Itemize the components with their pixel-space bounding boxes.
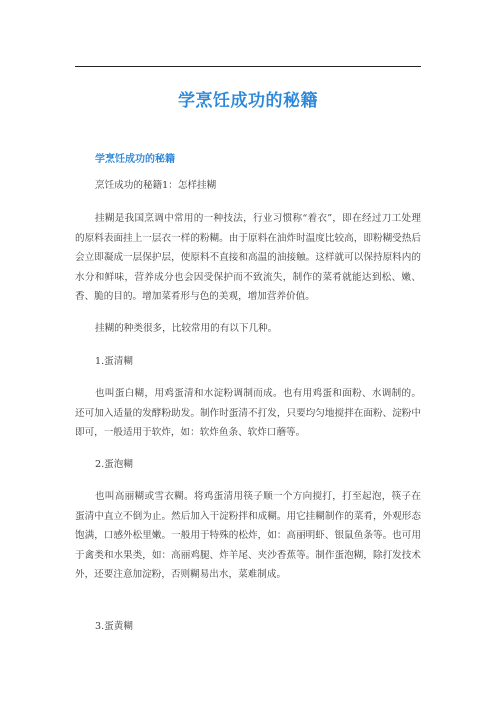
paragraph: 3.蛋黄糊	[95, 621, 133, 632]
paragraph: 挂糊的种类很多，比较常用的有以下几种。	[95, 323, 278, 334]
paragraph: 也叫蛋白糊，用鸡蛋清和水淀粉调制而成。也有用鸡蛋和面粉、水调制的。还可加入适量的发酵粉助发。制作时蛋清不打发，只要均匀地搅拌在面粉、淀粉中即可，一般适用于软炸，如：软炸鱼条、软炸口蘑等。	[75, 388, 421, 438]
paragraph: 挂糊是我国烹调中常用的一种技法，行业习惯称“着衣”，即在经过刀工处理的原料表面挂上一层衣一样的粉糊。由于原料在油炸时温度比较高，即粉糊受热后会立即凝成一层保护层，使原料不直接和高温的油接触。这样就可以保持原料内的水分和鲜味，营养成分也会因受保护而不致流失，制作的菜肴就能达到松、嫩、香、脆的目的。增加菜肴形与色的美观，增加营养价值。	[75, 213, 421, 302]
paragraph: 烹饪成功的秘籍1：怎样挂糊	[95, 180, 217, 191]
paragraph: 1.蛋清糊	[95, 356, 133, 367]
page-title: 学烹饪成功的秘籍	[178, 91, 318, 111]
header-rule	[75, 66, 421, 67]
paragraph: 2.蛋泡糊	[95, 459, 133, 470]
section-heading: 学烹饪成功的秘籍	[95, 154, 175, 165]
paragraph: 也叫高丽糊或雪衣糊。将鸡蛋清用筷子顺一个方向搅打，打至起泡，筷子在蛋清中直立不倒为止。然后加入干淀粉拌和成糊。用它挂糊制作的菜肴，外观形态饱满，口感外松里嫩。一般用于特殊的松炸，如：高丽明虾、银鼠鱼条等。也可用于禽类和水果类，如：高丽鸡腿、炸羊尾、夹沙香蕉等。制作蛋泡糊，除打发技术外，还要注意加淀粉，否则糊易出水，菜难制成。	[75, 491, 421, 580]
